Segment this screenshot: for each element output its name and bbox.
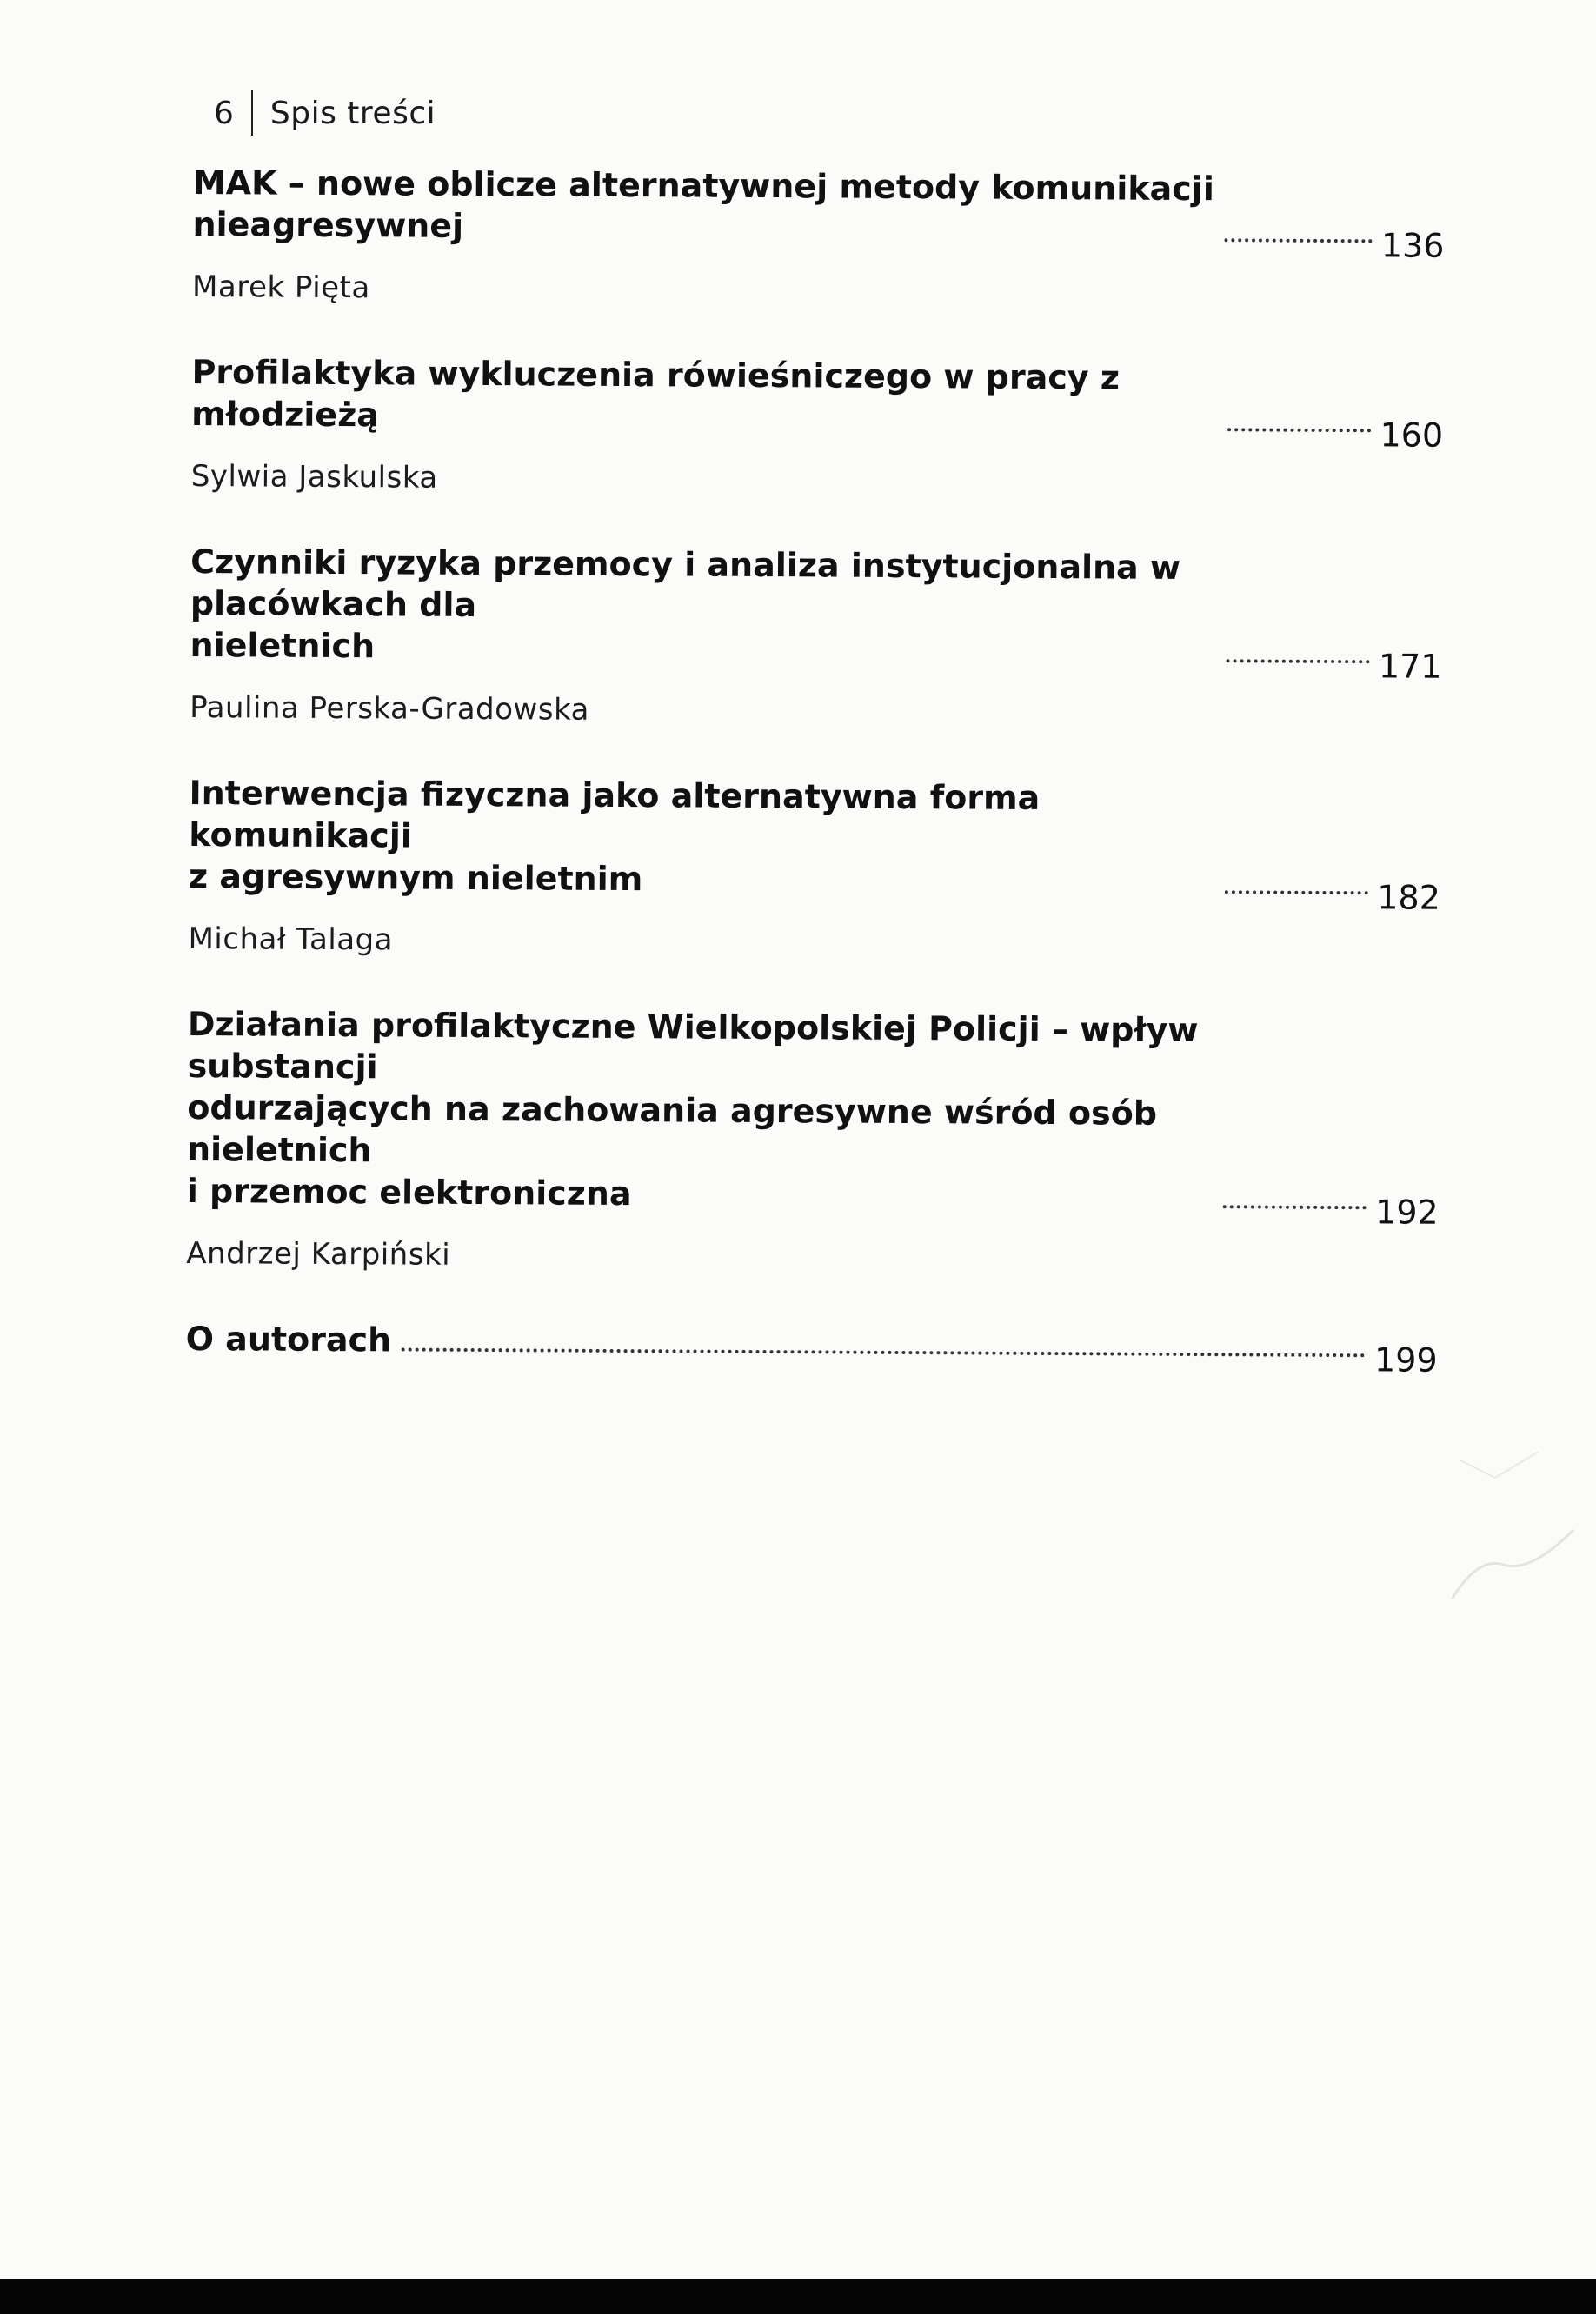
toc-entry bbox=[192, 162, 1445, 314]
entry-title: MAK – nowe oblicze alternatywnej metody komunikacji nieagresywnej bbox=[192, 163, 1214, 245]
entry-title-line bbox=[185, 1318, 1438, 1380]
dot-leader bbox=[1227, 659, 1370, 663]
entry-author: Sylwia Jaskulska bbox=[190, 458, 438, 495]
entry-page-number: 171 bbox=[1378, 647, 1442, 686]
entry-title-line bbox=[192, 162, 1445, 265]
header-divider bbox=[251, 90, 253, 136]
entry-title: Działania profilaktyczne Wielkopolskiej Policji – wpływ substancji odurzających na zachowania agresywne wśród osób nieletnich i przemoc elektroniczna bbox=[186, 1004, 1199, 1214]
dot-leader bbox=[402, 1347, 1366, 1357]
entry-title: Czynniki ryzyka przemocy i analiza instytucjonalna w placówkach dla nieletnich bbox=[190, 542, 1181, 666]
entry-title-line bbox=[190, 541, 1442, 686]
entry-title-line bbox=[191, 351, 1444, 455]
entry-author: Andrzej Karpiński bbox=[186, 1235, 451, 1273]
entry-page-number: 199 bbox=[1373, 1340, 1438, 1380]
toc-entry bbox=[188, 772, 1440, 966]
running-header bbox=[214, 90, 436, 136]
entry-author: Paulina Perska-Gradowska bbox=[190, 689, 590, 728]
entry-page-number: 160 bbox=[1380, 416, 1444, 455]
entry-author: Michał Talaga bbox=[188, 921, 394, 958]
entry-page-number: 182 bbox=[1377, 878, 1440, 917]
header-section-title: Spis treści bbox=[269, 95, 436, 131]
toc-entry bbox=[190, 541, 1442, 735]
entry-page-number: 136 bbox=[1380, 226, 1445, 265]
toc-entry bbox=[185, 1318, 1438, 1380]
entry-title: Interwencja fizyczna jako alternatywna forma komunikacji z agresywnym nieletnim bbox=[188, 773, 1041, 899]
table-of-contents bbox=[185, 162, 1445, 1413]
entry-title: Profilaktyka wykluczenia rówieśniczego w pracy z młodzieżą bbox=[191, 352, 1121, 435]
page-number: 6 bbox=[214, 95, 234, 131]
dot-leader bbox=[1224, 238, 1373, 243]
toc-entry bbox=[191, 351, 1444, 503]
entry-title-line bbox=[186, 1003, 1440, 1232]
entry-title: O autorach bbox=[185, 1319, 392, 1360]
dot-leader bbox=[1225, 890, 1368, 894]
entry-author: Marek Pięta bbox=[191, 269, 370, 306]
dot-leader bbox=[1223, 1205, 1367, 1209]
show-through-mark bbox=[1443, 1426, 1582, 1617]
entry-title-line bbox=[188, 772, 1441, 917]
entry-page-number: 192 bbox=[1374, 1193, 1439, 1232]
scan-edge-bar bbox=[0, 2279, 1596, 2314]
toc-entry bbox=[186, 1003, 1440, 1280]
dot-leader bbox=[1227, 428, 1371, 432]
